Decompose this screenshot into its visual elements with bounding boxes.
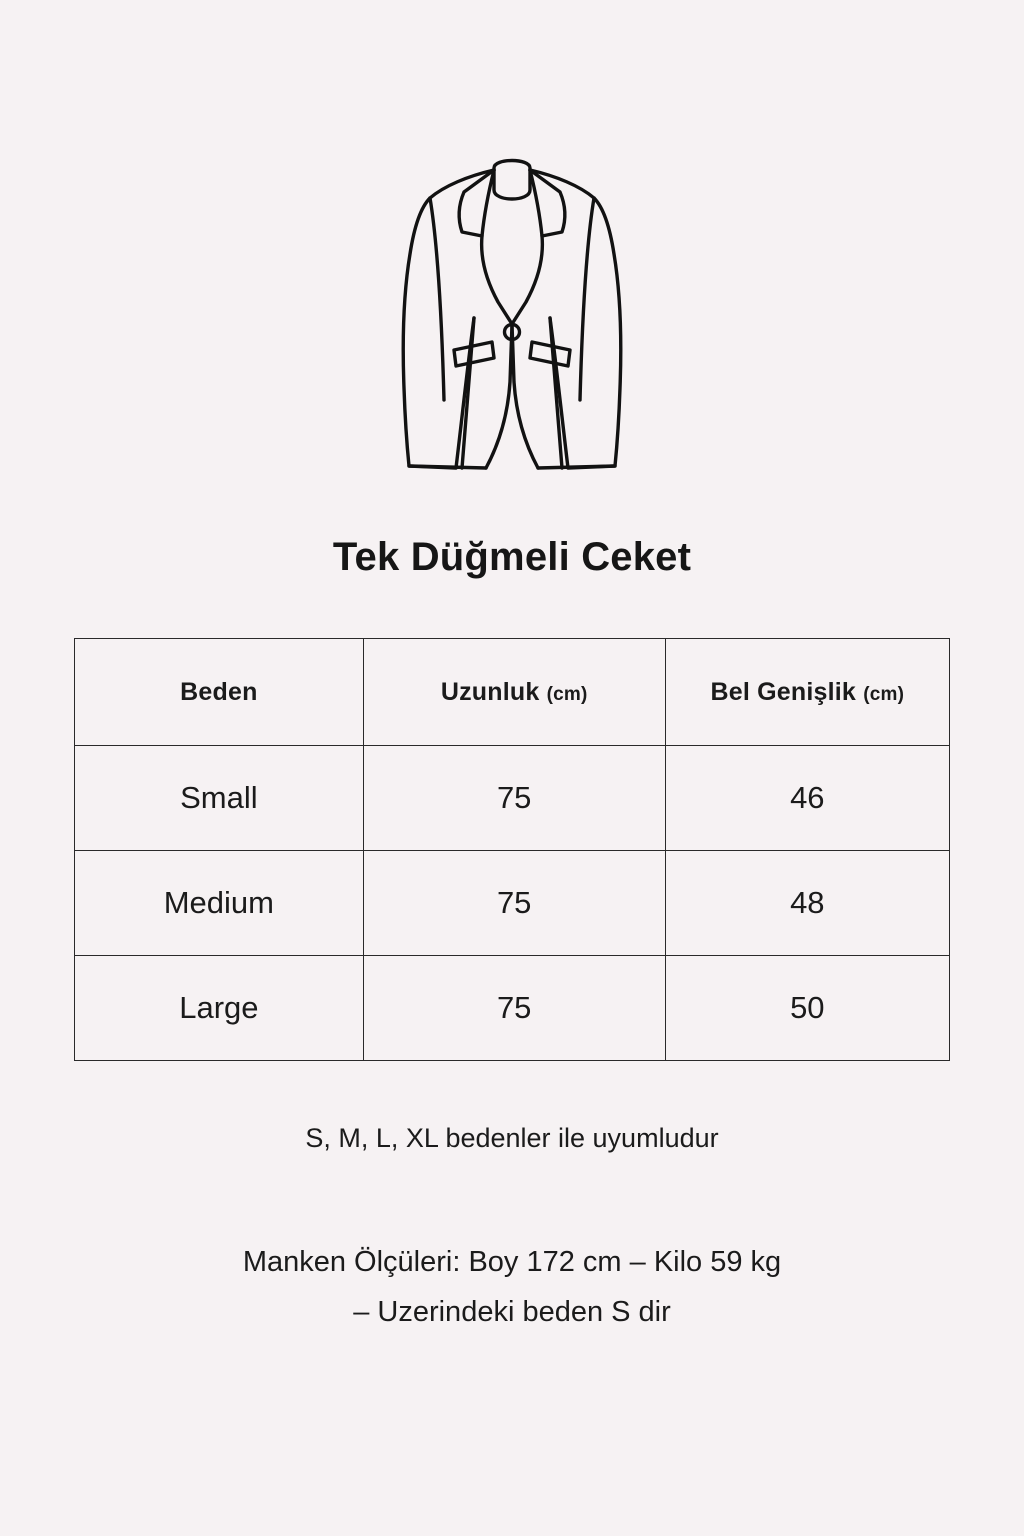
cell-length: 75	[363, 956, 665, 1061]
cell-waist: 50	[665, 956, 949, 1061]
table-row	[75, 746, 950, 851]
column-header-uzunluk	[363, 639, 665, 746]
cell-length: 75	[363, 746, 665, 851]
model-measurements-line2: – Uzerindeki beden S dir	[353, 1295, 671, 1328]
page-title: Tek Düğmeli Ceket	[332, 535, 692, 579]
cell-length: 75	[363, 851, 665, 956]
size-table-wrapper	[74, 638, 950, 1061]
column-header-beden-label: Beden	[180, 677, 258, 706]
column-header-bel-genislik-unit: (cm)	[863, 683, 905, 705]
blazer-jacket-icon	[382, 150, 642, 490]
table-header-row	[75, 639, 950, 746]
size-table	[74, 638, 950, 1061]
table-row	[75, 851, 950, 956]
cell-waist: 48	[665, 851, 949, 956]
cell-size: Large	[75, 956, 364, 1061]
cell-size: Medium	[75, 851, 364, 956]
cell-size: Small	[75, 746, 364, 851]
table-row	[75, 956, 950, 1061]
column-header-beden	[75, 639, 364, 746]
cell-waist: 46	[665, 746, 949, 851]
model-measurements-line1: Manken Ölçüleri: Boy 172 cm – Kilo 59 kg	[242, 1246, 782, 1278]
column-header-uzunluk-label: Uzunluk	[440, 677, 540, 706]
column-header-bel-genislik-label: Bel Genişlik	[710, 677, 857, 706]
column-header-bel-genislik	[665, 639, 949, 746]
compatibility-note: S, M, L, XL bedenler ile uyumludur	[305, 1123, 719, 1153]
column-header-uzunluk-unit: (cm)	[546, 683, 588, 705]
model-measurements-note	[243, 1238, 781, 1338]
